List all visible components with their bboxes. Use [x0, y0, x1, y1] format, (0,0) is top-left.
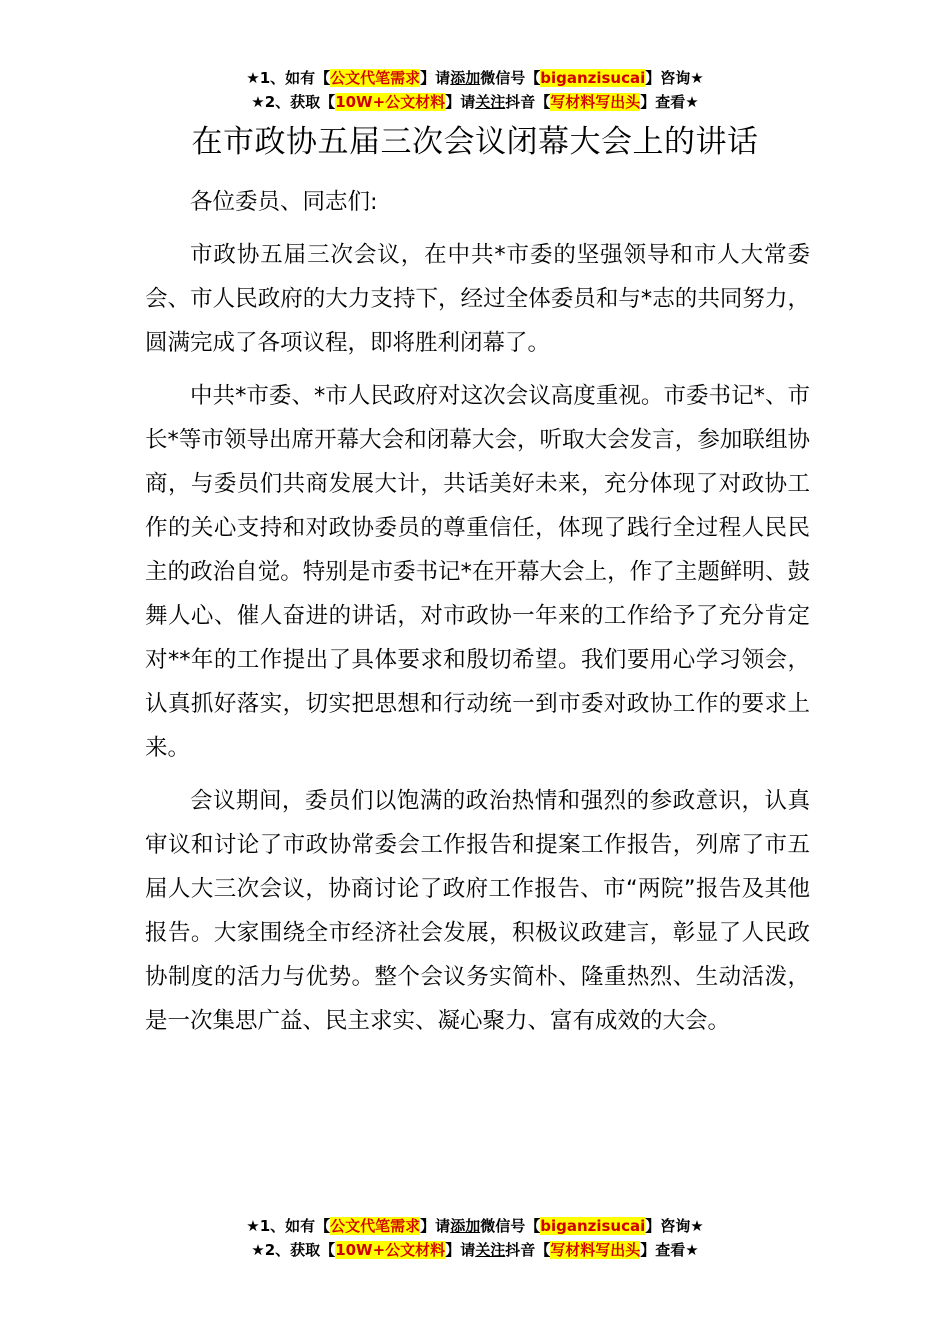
highlight-douyin: 写材料写出头: [550, 93, 641, 111]
highlight-materials: 10W+公文材料: [335, 93, 446, 111]
banner-line-1: ★1、如有【公文代笔需求】请添加微信号【biganzisucai】咨询★: [246, 1217, 704, 1235]
footer-banner: [0, 1214, 950, 1262]
highlight-wechat-id: biganzisucai: [540, 1217, 646, 1235]
paragraph: 会议期间，委员们以饱满的政治热情和强烈的参政意识，认真审议和讨论了市政协常委会工作报告和提案工作报告，列席了市五届人大三次会议，协商讨论了政府工作报告、市“两院”报告及其他报告。大家围绕全市经济社会发展，积极议政建言，彰显了人民政协制度的活力与优势。整个会议务实简朴、隆重热烈、生动活泼，是一次集思广益、民主求实、凝心聚力、富有成效的大会。: [145, 788, 810, 1034]
page-title: 在市政协五届三次会议闭幕大会上的讲话: [191, 124, 759, 160]
banner-line-1: ★1、如有【公文代笔需求】请添加微信号【biganzisucai】咨询★: [246, 69, 704, 87]
highlight-service: 公文代笔需求: [330, 69, 421, 87]
highlight-wechat-id: biganzisucai: [540, 69, 646, 87]
highlight-douyin: 写材料写出头: [550, 1241, 641, 1259]
header-banner: [0, 66, 950, 114]
paragraph: 中共*市委、*市人民政府对这次会议高度重视。市委书记*、市长*等市领导出席开幕大会和闭幕大会，听取大会发言，参加联组协商，与委员们共商发展大计，共话美好未来，充分体现了对政协工作的关心支持和对政协委员的尊重信任，体现了践行全过程人民民主的政治自觉。特别是市委书记*在开幕大会上，作了主题鲜明、鼓舞人心、催人奋进的讲话，对市政协一年来的工作给予了充分肯定对**年的工作提出了具体要求和殷切希望。我们要用心学习领会，认真抓好落实，切实把思想和行动统一到市委对政协工作的要求上来。: [145, 383, 810, 761]
highlight-service: 公文代笔需求: [330, 1217, 421, 1235]
salutation: 各位委员、同志们:: [190, 189, 378, 215]
paragraph: 市政协五届三次会议，在中共*市委的坚强领导和市人大常委会、市人民政府的大力支持下，经过全体委员和与*志的共同努力，圆满完成了各项议程，即将胜利闭幕了。: [145, 242, 810, 356]
document-body: [145, 180, 810, 1052]
banner-line-2: ★2、获取【10W+公文材料】请关注抖音【写材料写出头】查看★: [251, 1241, 699, 1259]
banner-line-2: ★2、获取【10W+公文材料】请关注抖音【写材料写出头】查看★: [251, 93, 699, 111]
highlight-materials: 10W+公文材料: [335, 1241, 446, 1259]
